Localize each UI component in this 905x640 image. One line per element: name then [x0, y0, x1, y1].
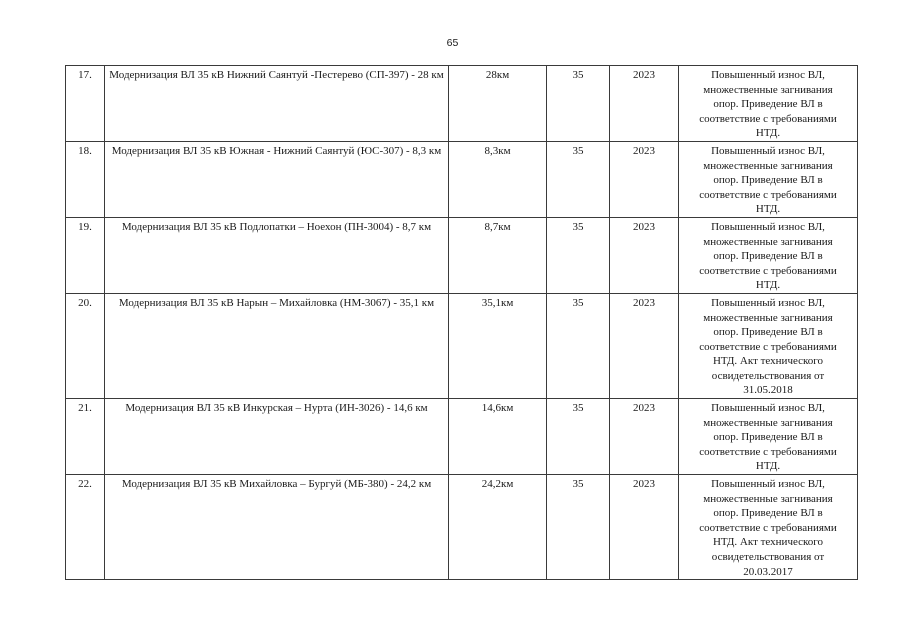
voltage-kv: 35: [547, 217, 610, 293]
year: 2023: [610, 217, 679, 293]
justification: [679, 293, 858, 398]
justification-line: множественные загнивания: [703, 311, 833, 324]
justification-line: множественные загнивания: [703, 492, 833, 505]
justification-line: освидетельствования от: [711, 551, 825, 563]
justification-line: опор. Приведение ВЛ в: [713, 250, 823, 263]
justification-line: Повышенный износ ВЛ,: [711, 296, 825, 309]
line-length: 24,2км: [449, 475, 547, 580]
justification-line: опор. Приведение ВЛ в: [713, 174, 823, 187]
line-length: 8,3км: [449, 141, 547, 217]
table-row: [66, 475, 858, 580]
justification-line: Повышенный износ ВЛ,: [711, 69, 825, 81]
justification-line: освидетельствования от: [711, 369, 825, 382]
voltage-kv: 35: [547, 475, 610, 580]
year: 2023: [610, 475, 679, 580]
row-number: 19.: [66, 217, 105, 293]
table-body: [66, 66, 858, 580]
justification-line: соответствие с требованиями: [699, 445, 837, 458]
year: 2023: [610, 66, 679, 142]
line-length: 35,1км: [449, 293, 547, 398]
justification-line: Повышенный износ ВЛ,: [711, 478, 825, 491]
year: 2023: [610, 141, 679, 217]
justification-line: НТД.: [755, 279, 781, 292]
object-name: Модернизация ВЛ 35 кВ Южная - Нижний Саянтуй (ЮС-307) - 8,3 км: [105, 141, 449, 217]
row-number: 20.: [66, 293, 105, 398]
table-row: [66, 66, 858, 142]
object-name: Модернизация ВЛ 35 кВ Нарын – Михайловка (НМ-3067) - 35,1 км: [105, 293, 449, 398]
justification-line: множественные загнивания: [703, 235, 833, 248]
table-row: [66, 141, 858, 217]
justification-line: опор. Приведение ВЛ в: [713, 507, 823, 520]
justification: [679, 217, 858, 293]
justification-line: НТД.: [755, 127, 781, 140]
year: 2023: [610, 293, 679, 398]
row-number: 18.: [66, 141, 105, 217]
justification-line: множественные загнивания: [703, 416, 833, 429]
justification-line: НТД. Акт технического: [712, 536, 824, 549]
line-length: 8,7км: [449, 217, 547, 293]
justification-line: НТД.: [755, 460, 781, 473]
justification: [679, 66, 858, 142]
row-number: 21.: [66, 399, 105, 475]
object-name: Модернизация ВЛ 35 кВ Нижний Саянтуй -Пестерево (СП-397) - 28 км: [105, 66, 449, 142]
page-number: 65: [446, 37, 459, 49]
justification-line: опор. Приведение ВЛ в: [713, 431, 823, 444]
line-length: 28км: [449, 66, 547, 142]
justification-line: Повышенный износ ВЛ,: [711, 402, 825, 415]
year: 2023: [610, 399, 679, 475]
justification-line: 31.05.2018: [743, 384, 793, 397]
object-name: Модернизация ВЛ 35 кВ Подлопатки – Ноехон (ПН-3004) - 8,7 км: [105, 217, 449, 293]
justification-line: Повышенный износ ВЛ,: [711, 220, 825, 233]
justification-line: опор. Приведение ВЛ в: [713, 98, 823, 111]
row-number: 17.: [66, 66, 105, 142]
voltage-kv: 35: [547, 141, 610, 217]
work-table: [65, 65, 858, 580]
justification-line: соответствие с требованиями: [699, 521, 837, 534]
line-length: 14,6км: [449, 399, 547, 475]
justification-line: соответствие с требованиями: [699, 112, 837, 125]
justification-line: соответствие с требованиями: [699, 188, 837, 201]
justification: [679, 141, 858, 217]
justification-line: опор. Приведение ВЛ в: [713, 326, 823, 339]
row-number: 22.: [66, 475, 105, 580]
table-row: [66, 217, 858, 293]
justification-line: 20.03.2017: [743, 565, 793, 578]
justification: [679, 399, 858, 475]
voltage-kv: 35: [547, 66, 610, 142]
table-row: [66, 399, 858, 475]
table-row: [66, 293, 858, 398]
justification: [679, 475, 858, 580]
justification-line: множественные загнивания: [703, 159, 833, 172]
justification-line: НТД.: [755, 203, 781, 216]
voltage-kv: 35: [547, 293, 610, 398]
justification-line: множественные загнивания: [703, 83, 833, 96]
justification-line: соответствие с требованиями: [699, 340, 837, 353]
justification-line: соответствие с требованиями: [699, 264, 837, 277]
voltage-kv: 35: [547, 399, 610, 475]
object-name: Модернизация ВЛ 35 кВ Михайловка – Бургуй (МБ-380) - 24,2 км: [105, 475, 449, 580]
object-name: Модернизация ВЛ 35 кВ Инкурская – Нурта (ИН-3026) - 14,6 км: [105, 399, 449, 475]
justification-line: Повышенный износ ВЛ,: [711, 144, 825, 157]
justification-line: НТД. Акт технического: [712, 355, 824, 368]
